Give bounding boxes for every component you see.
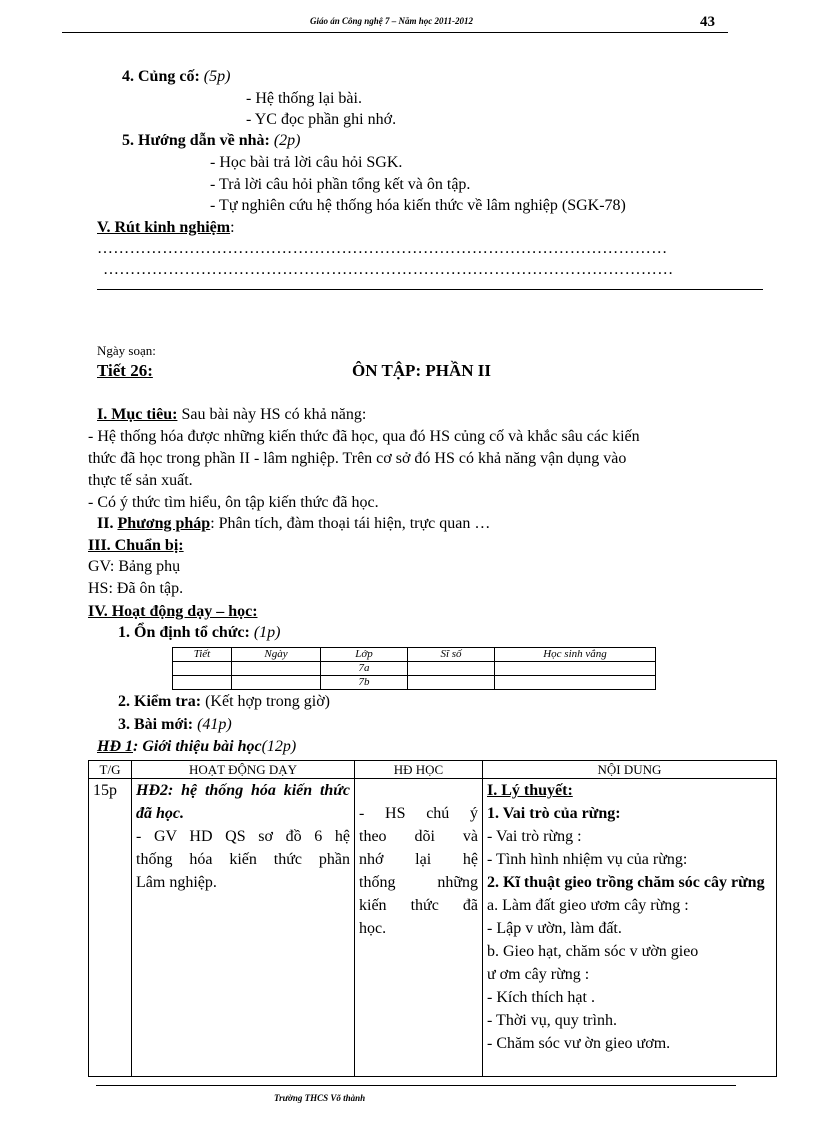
hd1-text: : Giới thiệu bài học — [133, 738, 262, 755]
step-1 — [118, 624, 281, 642]
content-subheading: 1. Vai trò của rừng: — [487, 805, 621, 822]
step-2 — [118, 693, 330, 711]
footer-rule — [96, 1085, 736, 1086]
student-line: học. — [359, 920, 387, 937]
method-text: : Phân tích, đàm thoại tái hiện, trực quan … — [210, 515, 491, 532]
objectives-line: thức đã học trong phần II - lâm nghiệp. Trên cơ sở đó HS có khả năng vận dụng vào — [88, 450, 627, 467]
hd1-time: (12p) — [261, 738, 297, 755]
table-row — [89, 779, 777, 1077]
content-line: - Chăm sóc vư ờn gieo ươm. — [487, 1035, 671, 1052]
attendance-row — [173, 676, 656, 690]
method-line — [97, 515, 490, 533]
attendance-cell — [232, 662, 321, 676]
attendance-cell: 7a — [321, 662, 408, 676]
header-teacher: HOẠT ĐỘNG DẠY — [132, 761, 355, 779]
step-3 — [118, 716, 232, 734]
attendance-header: Ngày — [232, 648, 321, 662]
method-num: II. — [97, 515, 118, 532]
dotted-line: …………………………………………………………………………………………… — [103, 261, 674, 278]
step-2-note: (Kết hợp trong giờ) — [201, 693, 330, 710]
section-5-time: (2p) — [273, 132, 301, 149]
period-label: Tiết 26: — [97, 361, 153, 380]
lesson-plan-table — [88, 760, 777, 1077]
teacher-cell — [132, 779, 355, 1077]
objectives-line: - Hệ thống hóa được những kiến thức đã học, qua đó HS củng cố và khắc sâu các kiến — [88, 428, 640, 445]
attendance-cell — [232, 676, 321, 690]
date-label: Ngày soạn: — [97, 343, 156, 358]
attendance-cell — [408, 662, 495, 676]
teacher-line: Lâm nghiệp. — [136, 874, 217, 891]
attendance-header: Sĩ số — [408, 648, 495, 662]
content-line: ư ơm cây rừng : — [487, 966, 590, 983]
section-5-label: 5. Hướng dẫn về nhà: — [122, 132, 270, 149]
content-line: b. Gieo hạt, chăm sóc v ườn gieo — [487, 943, 699, 960]
step-1-time: (1p) — [253, 624, 281, 641]
content-line: - Kích thích hạt . — [487, 989, 595, 1006]
attendance-row — [173, 662, 656, 676]
objectives-heading — [97, 406, 366, 424]
section-4-item: - Hệ thống lại bài. — [246, 90, 362, 107]
prep-hs: HS: Đã ôn tập. — [88, 580, 184, 597]
attendance-header: Học sinh vắng — [495, 648, 656, 662]
step-3-time: (41p) — [197, 716, 232, 733]
prep-title: III. Chuẩn bị: — [88, 537, 184, 554]
objectives-intro: Sau bài này HS có khả năng: — [177, 406, 367, 423]
teacher-activity-title: HĐ2: hệ thống hóa kiến thức đã học. — [136, 782, 350, 822]
attendance-cell — [408, 676, 495, 690]
section-4-label: 4. Củng cố: — [122, 68, 200, 85]
prep-gv: GV: Bảng phụ — [88, 558, 181, 575]
student-line: nhớ lại hệ — [359, 851, 478, 868]
attendance-header: Lớp — [321, 648, 408, 662]
content-line: - Vai trò rừng : — [487, 828, 582, 845]
attendance-cell — [495, 662, 656, 676]
content-line: - Tình hình nhiệm vụ của rừng: — [487, 851, 688, 868]
section-4-time: (5p) — [203, 68, 231, 85]
section-4-heading — [122, 68, 230, 86]
student-line: - HS chú ý — [359, 805, 478, 822]
experience-heading — [97, 219, 235, 237]
student-cell — [355, 779, 483, 1077]
attendance-cell: 7b — [321, 676, 408, 690]
student-line: thống những — [359, 874, 478, 891]
objectives-line: thực tế sản xuất. — [88, 472, 193, 489]
section-divider — [97, 289, 763, 290]
content-line: - Thời vụ, quy trình. — [487, 1012, 617, 1029]
content-line: - Lập v ườn, làm đất. — [487, 920, 622, 937]
teacher-line: thống hóa kiến thức phần — [136, 851, 350, 868]
objectives-line: - Có ý thức tìm hiểu, ôn tập kiến thức đã học. — [88, 494, 379, 511]
section-5-item: - Trả lời câu hỏi phần tổng kết và ôn tập. — [210, 176, 471, 193]
teacher-line: - GV HD QS sơ đồ 6 hệ — [136, 828, 350, 845]
footer-text: Trường THCS Võ thành — [274, 1093, 366, 1103]
objectives-title: I. Mục tiêu: — [97, 406, 178, 423]
attendance-cell — [495, 676, 656, 690]
table-header-row — [89, 761, 777, 779]
student-line: kiến thức đã — [359, 897, 478, 914]
step-1-label: 1. Ổn định tổ chức: — [118, 624, 250, 641]
content-subheading: 2. Kĩ thuật gieo trồng chăm sóc cây rừng — [487, 874, 765, 891]
section-5-heading — [122, 132, 300, 150]
content-heading: I. Lý thuyết: — [487, 782, 573, 799]
content-line: a. Làm đất gieo ươm cây rừng : — [487, 897, 689, 914]
dotted-line: …………………………………………………………………………………………… — [97, 240, 668, 257]
experience-title: V. Rút kinh nghiệm — [97, 219, 231, 236]
lesson-title: ÔN TẬP: PHẦN II — [352, 361, 491, 380]
experience-colon: : — [230, 219, 235, 236]
section-5-item: - Tự nghiên cứu hệ thống hóa kiến thức về lâm nghiệp (SGK-78) — [210, 197, 626, 214]
header-student: HĐ HỌC — [355, 761, 483, 779]
attendance-cell — [173, 662, 232, 676]
method-title: Phương pháp — [117, 515, 211, 532]
activities-title: IV. Hoạt động dạy – học: — [88, 603, 258, 620]
step-2-label: 2. Kiểm tra: — [118, 693, 202, 710]
header-title: Giáo án Công nghệ 7 – Năm học 2011-2012 — [310, 16, 474, 26]
student-line: theo dõi và — [359, 828, 478, 845]
attendance-table — [172, 647, 656, 690]
attendance-header-row — [173, 648, 656, 662]
section-5-item: - Học bài trả lời câu hỏi SGK. — [210, 154, 403, 171]
page-number: 43 — [700, 14, 715, 30]
step-3-label: 3. Bài mới: — [118, 716, 194, 733]
time-cell: 15p — [89, 779, 132, 1077]
section-4-item: - YC đọc phần ghi nhớ. — [246, 111, 397, 128]
attendance-cell — [173, 676, 232, 690]
hd1-label: HĐ 1 — [97, 738, 133, 755]
header-rule — [62, 32, 728, 33]
header-time: T/G — [89, 761, 132, 779]
hd1-line — [97, 738, 296, 756]
header-content: NỘI DUNG — [483, 761, 777, 779]
content-cell — [483, 779, 777, 1077]
attendance-header: Tiết — [173, 648, 232, 662]
